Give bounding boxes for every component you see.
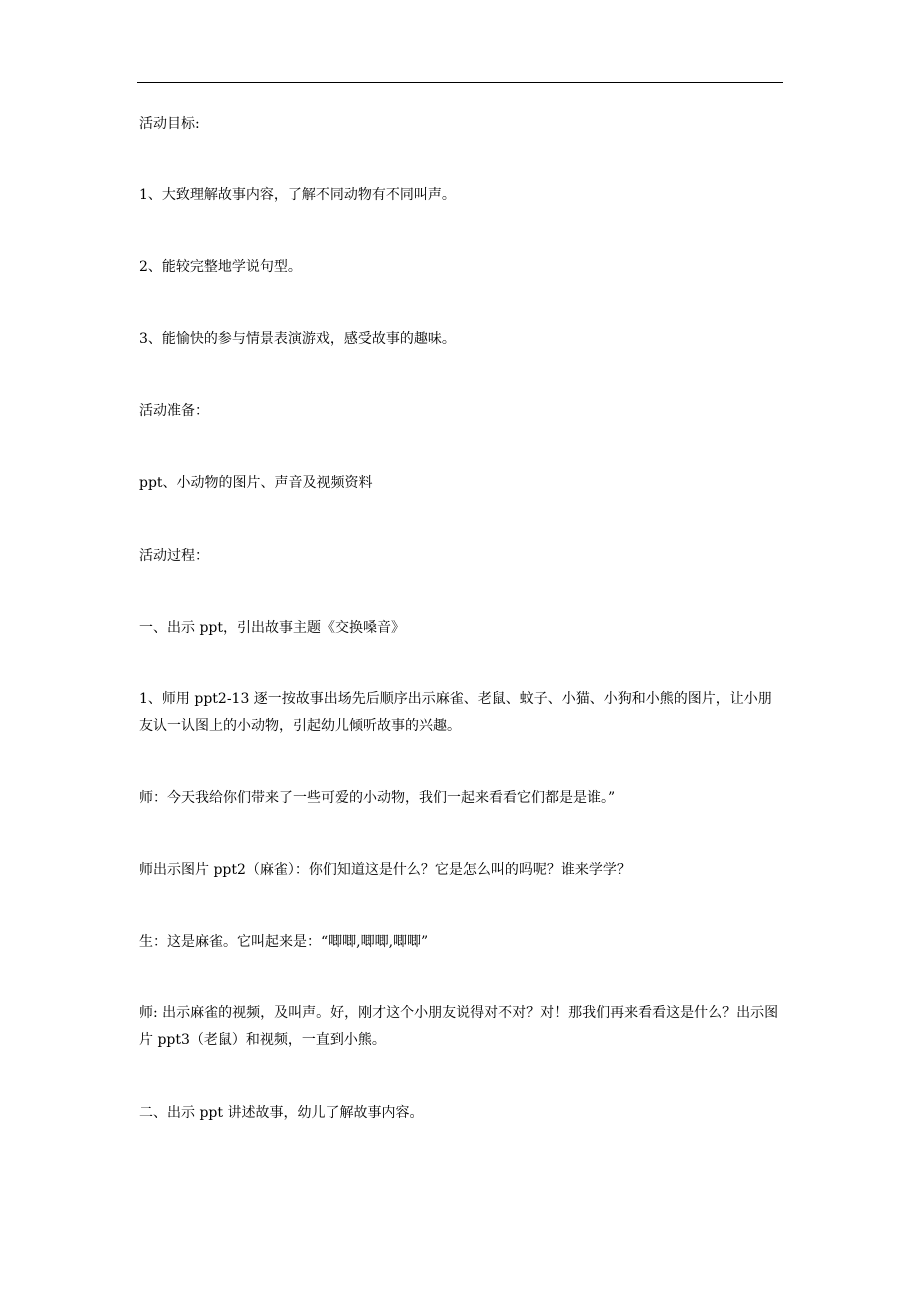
header-rule bbox=[137, 82, 783, 83]
process-step-1-heading: 一、出示 ppt，引出故事主题《交换嗓音》 bbox=[139, 620, 405, 636]
teacher-line-2: 师出示图片 ppt2（麻雀）：你们知道这是什么？它是怎么叫的吗呢？谁来学学？ bbox=[139, 862, 631, 878]
process-step-1-detail: 1、师用 ppt2-13 逐一按故事出场先后顺序出示麻雀、老鼠、蚊子、小猫、小狗和小熊的图片，让小朋友认一认图上的小动物，引起幼儿倾听故事的兴趣。 bbox=[139, 691, 772, 734]
heading-activity-process: 活动过程： bbox=[139, 548, 209, 564]
teacher-line-3: 师: 出示麻雀的视频，及叫声。好，刚才这个小朋友说得对不对？对！那我们再来看看这是什么？出示图片 ppt3（老鼠）和视频，一直到小熊。 bbox=[139, 1005, 779, 1048]
goal-item-2: 2、能较完整地学说句型。 bbox=[139, 259, 302, 275]
preparation-text: ppt、小动物的图片、声音及视频资料 bbox=[139, 475, 373, 491]
goal-item-1: 1、大致理解故事内容，了解不同动物有不同叫声。 bbox=[139, 187, 456, 203]
heading-activity-preparation: 活动准备： bbox=[139, 403, 209, 419]
student-line-1: 生：这是麻雀。它叫起来是：“唧唧,唧唧,唧唧” bbox=[139, 934, 429, 950]
process-step-2-heading: 二、出示 ppt 讲述故事，幼儿了解故事内容。 bbox=[139, 1105, 424, 1121]
heading-activity-goals: 活动目标: bbox=[139, 116, 200, 132]
teacher-line-1: 师：今天我给你们带来了一些可爱的小动物，我们一起来看看它们都是是谁。” bbox=[139, 790, 616, 806]
goal-item-3: 3、能愉快的参与情景表演游戏，感受故事的趣味。 bbox=[139, 331, 456, 347]
